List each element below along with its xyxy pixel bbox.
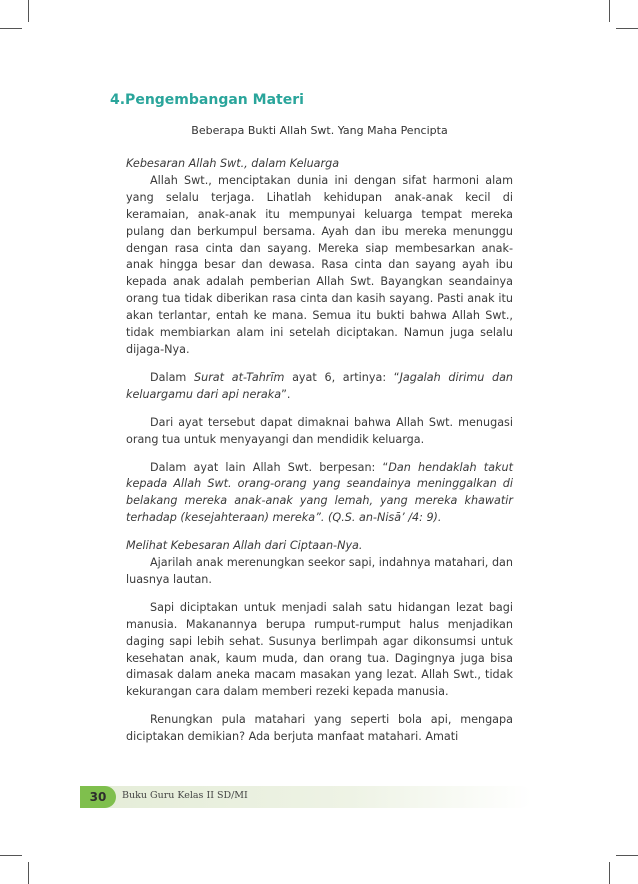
page-subtitle: Beberapa Bukti Allah Swt. Yang Maha Pencipta (191, 124, 448, 137)
paragraph: Dari ayat tersebut dapat dimaknai bahwa Allah Swt. menugasi orang tua untuk menyayangi dan mendidik keluarga. (126, 415, 513, 446)
paragraph: Allah Swt., menciptakan dunia ini dengan sifat harmoni alam yang selalu terjaga. Lihatlah kehidupan anak-anak kecil di keramaian, anak-anak itu mempunyai keluarga tempat mereka pulang dan berkumpul bersama. Ayah dan ibu mereka menunggu dengan rasa cinta dan sayang. Mereka siap membesarkan anak-anak hingga besar dan dewasa. Rasa cinta dan sayang ayah ibu kepada anak adalah pemberian Allah Swt. Bayangkan seandainya orang tua tidak diberikan rasa cinta dan kasih sayang. Pasti anak itu akan terlantar, entah ke mana. Semua itu bukti bahwa Allah Swt., tidak membiarkan alam ini setelah diciptakan. Namun juga selalu dijaga-Nya. (126, 173, 513, 356)
paragraph: Sapi diciptakan untuk menjadi salah satu hidangan lezat bagi manusia. Makanannya berupa rumput-rumput halus menjadikan daging sapi lebih sehat. Susunya berlimpah agar dikonsumsi untuk kesehatan anak, kaum muda, dan orang tua. Dagingnya juga bisa dimasak dalam aneka macam masakan yang lezat. Allah Swt., tidak kekurangan cara dalam memberi rezeki kepada manusia. (126, 600, 513, 699)
section-title: 4.Pengembangan Materi (110, 92, 304, 108)
paragraph: Dalam ayat lain Allah Swt. berpesan: “Dan hendaklah takut kepada Allah Swt. orang-orang yang seandainya meninggalkan di belakang mereka anak-anak yang lemah, yang mereka khawatir terhadap (kesejahteraan) mereka”. (Q.S. an-Nisā’ /4: 9). (126, 460, 513, 525)
crop-mark (609, 0, 610, 22)
crop-mark (616, 28, 638, 29)
paragraph: Renungkan pula matahari yang seperti bola api, mengapa diciptakan demikian? Ada berjuta manfaat matahari. Amati (126, 713, 513, 744)
crop-mark (28, 0, 29, 22)
book-title: Buku Guru Kelas II SD/MI (122, 790, 248, 801)
page-number: 30 (80, 786, 116, 808)
block2-heading: Melihat Kebesaran Allah dari Ciptaan-Nya. (126, 539, 363, 553)
crop-mark (616, 855, 638, 856)
crop-mark (0, 855, 22, 856)
paragraph: Ajarilah anak merenungkan seekor sapi, indahnya matahari, dan luasnya lautan. (126, 556, 513, 586)
crop-mark (609, 862, 610, 884)
crop-mark (0, 28, 22, 29)
block1-heading: Kebesaran Allah Swt., dalam Keluarga (126, 157, 340, 170)
body-text (126, 156, 513, 746)
paragraph: Dalam Surat at-Tahrīm ayat 6, artinya: “Jagalah dirimu dan keluargamu dari api neraka”. (126, 370, 514, 401)
page-footer (80, 786, 532, 808)
crop-mark (28, 862, 29, 884)
